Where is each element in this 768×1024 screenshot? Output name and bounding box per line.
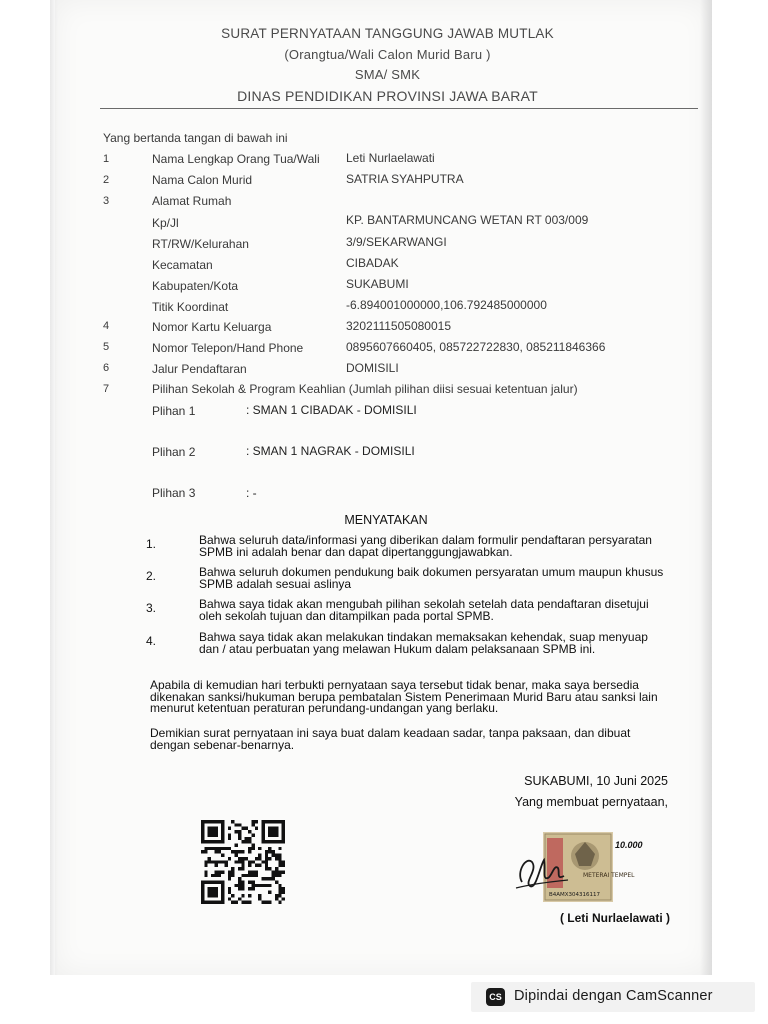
field-label: Nomor Telepon/Hand Phone bbox=[152, 341, 304, 355]
field-value: KP. BANTARMUNCANG WETAN RT 003/009 bbox=[346, 213, 589, 227]
statement-text: Bahwa seluruh dokumen pendukung baik dokumen persyaratan umum maupun khusus SPMB adalah sesuai aslinya bbox=[199, 565, 664, 591]
field-label: Nama Lengkap Orang Tua/Wali bbox=[152, 152, 320, 166]
choice-value: : - bbox=[246, 486, 257, 500]
field-number: 2 bbox=[103, 174, 110, 186]
camscanner-text: Dipindai dengan CamScanner bbox=[514, 988, 713, 1004]
choice-label: Plihan 2 bbox=[152, 445, 196, 459]
choice-label: Plihan 1 bbox=[152, 404, 196, 418]
field-label: Kabupaten/Kota bbox=[152, 279, 239, 293]
field-label: Pilihan Sekolah & Program Keahlian (Jumlah pilihan diisi sesuai ketentuan jalur) bbox=[152, 382, 578, 396]
field-number: 4 bbox=[103, 320, 110, 332]
field-label: Titik Koordinat bbox=[152, 300, 229, 314]
field-label: Jalur Pendaftaran bbox=[152, 362, 247, 376]
field-number: 6 bbox=[103, 362, 110, 374]
field-label: Nomor Kartu Keluarga bbox=[152, 320, 272, 334]
signer-name: ( Leti Nurlaelawati ) bbox=[559, 911, 670, 925]
header-title: SURAT PERNYATAAN TANGGUNG JAWAB MUTLAK bbox=[221, 26, 554, 41]
statement-text: Bahwa saya tidak akan mengubah pilihan sekolah setelah data pendaftaran disetujui oleh sekolah tujuan dan ditampilkan pada portal SPMB. bbox=[199, 597, 649, 623]
field-number: 3 bbox=[103, 195, 110, 207]
camscanner-logo-icon: CS bbox=[486, 988, 505, 1006]
field-value: SATRIA SYAHPUTRA bbox=[346, 172, 464, 186]
field-label: Alamat Rumah bbox=[152, 194, 232, 208]
field-number: 5 bbox=[103, 341, 110, 353]
header-school-type: SMA/ SMK bbox=[354, 67, 421, 82]
field-value: DOMISILI bbox=[346, 361, 399, 375]
statement-number: 1. bbox=[146, 537, 157, 551]
header-agency: DINAS PENDIDIKAN PROVINSI JAWA BARAT bbox=[237, 88, 538, 104]
choice-label: Plihan 3 bbox=[152, 486, 196, 500]
field-label: RT/RW/Kelurahan bbox=[152, 237, 249, 251]
intro-text: Yang bertanda tangan di bawah ini bbox=[103, 131, 288, 145]
statement-number: 4. bbox=[146, 634, 157, 648]
field-label: Nama Calon Murid bbox=[152, 173, 253, 187]
stamp-amount: 10.000 bbox=[615, 840, 643, 850]
field-value: CIBADAK bbox=[346, 256, 399, 270]
statement-text: Bahwa saya tidak akan melakukan tindakan memaksakan kehendak, suap menyuap dan / atau perbuatan yang melawan Hukum dalam pelaksanaan SPMB ini. bbox=[199, 630, 648, 656]
field-value: 0895607660405, 085722722830, 085211846366 bbox=[346, 340, 606, 354]
field-value: 3202111505080015 bbox=[346, 319, 451, 333]
stamp-serial: B4AMX304316117 bbox=[549, 892, 601, 898]
closing-paragraph-statement: Demikian surat pernyataan ini saya buat dalam keadaan sadar, tanpa paksaan, dan dibuat dengan sebenar-benarnya. bbox=[150, 726, 631, 752]
field-label: Kecamatan bbox=[152, 258, 213, 272]
maker-label: Yang membuat pernyataan, bbox=[514, 795, 668, 809]
statement-number: 2. bbox=[146, 569, 157, 583]
closing-paragraph-sanction: Apabila di kemudian hari terbukti pernyataan saya tersebut tidak benar, maka saya bersedia dikenakan sanksi/hukuman berupa pembatalan Sistem Penerimaan Murid Baru atau sanksi lain menurut ketentuan peraturan perundang-undangan yang berlaku. bbox=[150, 678, 658, 715]
header-subtitle: (Orangtua/Wali Calon Murid Baru ) bbox=[284, 47, 491, 62]
header-divider bbox=[100, 108, 698, 109]
sheet-edge-right bbox=[700, 0, 712, 975]
sheet-edge-left bbox=[50, 0, 58, 975]
statement-number: 3. bbox=[146, 601, 157, 615]
field-value: SUKABUMI bbox=[346, 277, 409, 291]
qr-code bbox=[200, 820, 286, 904]
declaration-title: MENYATAKAN bbox=[344, 513, 428, 527]
choice-value: : SMAN 1 NAGRAK - DOMISILI bbox=[246, 444, 415, 458]
statement-text: Bahwa seluruh data/informasi yang diberikan dalam formulir pendaftaran persyaratan SPMB ini adalah benar dan dapat dipertanggungjawabkan. bbox=[199, 533, 652, 559]
stamp-label: METERAI TEMPEL bbox=[583, 872, 635, 879]
field-label: Kp/Jl bbox=[152, 216, 179, 230]
place-date: SUKABUMI, 10 Juni 2025 bbox=[524, 774, 668, 788]
field-number: 1 bbox=[103, 153, 110, 165]
handwritten-signature bbox=[512, 842, 572, 894]
field-value: -6.894001000000,106.792485000000 bbox=[346, 298, 547, 312]
field-value: Leti Nurlaelawati bbox=[346, 151, 435, 165]
field-value: 3/9/SEKARWANGI bbox=[346, 235, 447, 249]
choice-value: : SMAN 1 CIBADAK - DOMISILI bbox=[246, 403, 417, 417]
field-number: 7 bbox=[103, 383, 110, 395]
